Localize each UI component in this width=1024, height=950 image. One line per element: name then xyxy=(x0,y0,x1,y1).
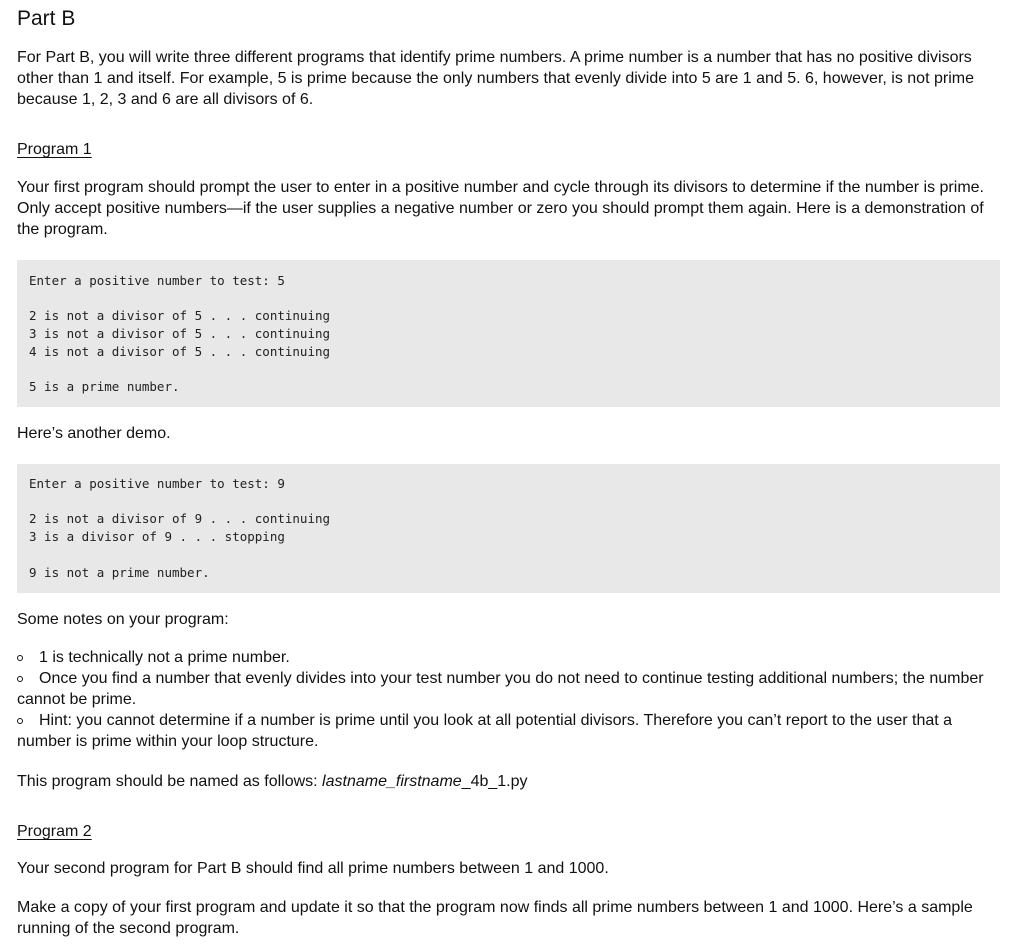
program2-heading-text: Program 2 xyxy=(17,823,92,840)
bullet-icon xyxy=(17,655,23,661)
program2-details: Make a copy of your first program and update it so that the program now finds all prime numbers between 1 and 1000. Here’s a sample running of the second program. xyxy=(17,899,973,937)
program1-description: Your first program should prompt the user to enter in a positive number and cycle through its divisors to determine if the number is prime. Only accept positive numbers—if the user supplies a negative number or zero you should prompt them again. Here is a demonstration of the program. xyxy=(17,179,984,238)
intro-paragraph: For Part B, you will write three different programs that identify prime numbers. A prime number is a number that has no positive divisors other than 1 and itself. For example, 5 is prime because the only numbers that evenly divide into 5 are 1 and 5. 6, however, is not prime because 1, 2, 3 and 6 are all divisors of 6. xyxy=(17,49,974,108)
demo1-prompt: Enter a positive number to test: 5 xyxy=(29,273,285,288)
demo2-line: 2 is not a divisor of 9 . . . continuing xyxy=(29,511,331,526)
demo1-result: 5 is a prime number. xyxy=(29,379,180,394)
naming-instruction xyxy=(17,771,1002,792)
note-item xyxy=(17,668,1002,710)
bullet-icon xyxy=(17,718,23,724)
demo1-line: 3 is not a divisor of 5 . . . continuing xyxy=(29,326,331,341)
note-text: Once you find a number that evenly divides into your test number you do not need to continue testing additional numbers; the number cannot be prime. xyxy=(17,670,984,708)
demo1-line: 4 is not a divisor of 5 . . . continuing xyxy=(29,344,331,359)
note-text: 1 is technically not a prime number. xyxy=(39,649,290,666)
bullet-icon xyxy=(17,676,23,682)
notes-list xyxy=(17,647,1002,752)
note-item xyxy=(17,647,1002,668)
program1-heading-text: Program 1 xyxy=(17,141,92,158)
demo2-result: 9 is not a prime number. xyxy=(29,565,210,580)
naming-suffix: _4b_1.py xyxy=(461,773,528,790)
note-text: Hint: you cannot determine if a number is prime until you look at all potential divisors. Therefore you can’t report to the user that a number is prime within your loop structure. xyxy=(17,712,953,750)
note-item xyxy=(17,710,1002,752)
naming-prefix: This program should be named as follows: xyxy=(17,773,323,790)
another-demo-text: Here’s another demo. xyxy=(17,425,171,442)
naming-italic: lastname_firstname xyxy=(322,773,462,790)
demo1-line: 2 is not a divisor of 5 . . . continuing xyxy=(29,308,331,323)
page-title: Part B xyxy=(17,7,76,30)
notes-intro: Some notes on your program: xyxy=(17,611,229,628)
demo1-code-block xyxy=(17,260,1000,407)
demo2-line: 3 is a divisor of 9 . . . stopping xyxy=(29,529,285,544)
program1-heading xyxy=(17,139,1002,160)
demo2-code-block xyxy=(17,464,1000,593)
program2-heading xyxy=(17,821,1002,842)
demo2-prompt: Enter a positive number to test: 9 xyxy=(29,476,285,491)
program2-description: Your second program for Part B should find all prime numbers between 1 and 1000. xyxy=(17,860,609,877)
